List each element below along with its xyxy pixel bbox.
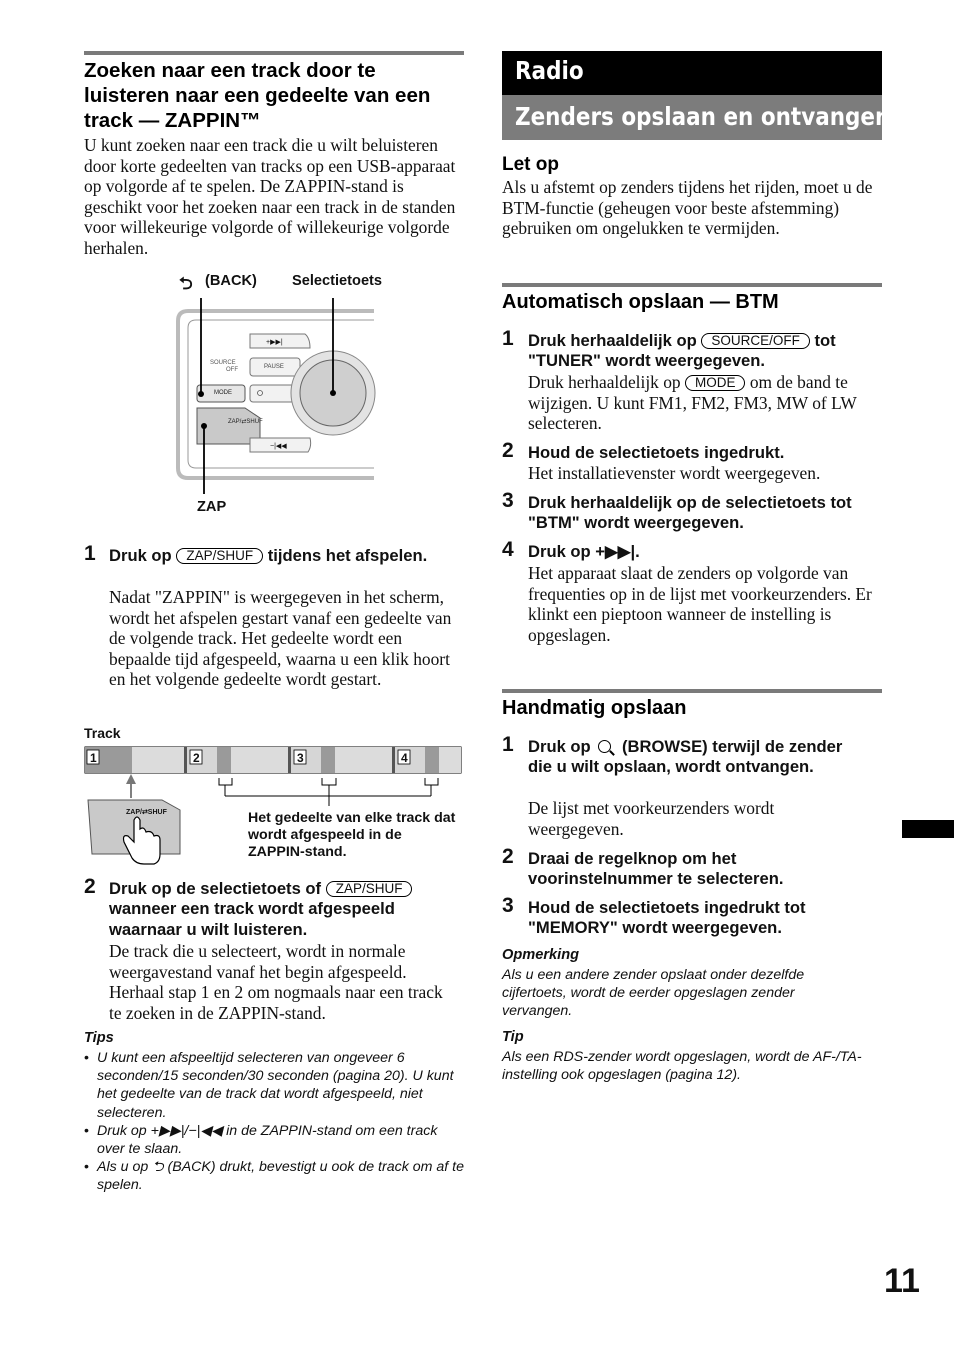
track-number-1: 1 (90, 751, 97, 765)
step-body: Het apparaat slaat de zenders op volgorde van frequenties op in de lijst met voorkeurzenders. Er klinkt een pieptoon wanneer de instelling is opgeslagen. (528, 563, 872, 645)
track-number-2: 2 (193, 751, 200, 765)
step-number: 4 (502, 538, 514, 561)
step-heading: Druk herhaaldelijk op de selectietoets tot "BTM" wordt weergegeven. (528, 493, 852, 533)
zap-shuf-key: ZAP/SHUF (176, 548, 263, 564)
browse-magnifier-icon (598, 740, 611, 753)
banner-subtitle: Zenders opslaan en ontvangen (515, 102, 891, 131)
step-heading-text: Druk op (109, 546, 172, 565)
track-number-3: 3 (297, 751, 304, 765)
back-arrow-icon: ⮌ (179, 274, 193, 293)
tip-item: • Als u op ⮌ (BACK) drukt, bevestigt u ook de track om af te spelen. (84, 1158, 464, 1194)
tips-list (84, 1049, 464, 1195)
step-heading-text: tijdens het afspelen. (267, 546, 428, 565)
label-back: (BACK) (205, 273, 257, 289)
track-caption: Het gedeelte van elke track dat wordt afgespeeld in de ZAPPIN-stand. (248, 810, 456, 860)
panel-off-label: OFF (226, 367, 238, 373)
label-selectietoets: Selectietoets (292, 273, 383, 289)
step-heading: Draai de regelknop om het voorinstelnummer te selecteren. (528, 849, 784, 889)
mode-key: MODE (685, 375, 746, 391)
tip-item: • Druk op +▶▶|/−|◀◀ in de ZAPPIN-stand om een track over te slaan. (84, 1122, 464, 1158)
note-title: Opmerking (502, 947, 580, 963)
step-number: 1 (502, 327, 514, 350)
section-rule (502, 283, 882, 287)
tip-title: Tip (502, 1029, 524, 1045)
step-number: 2 (84, 875, 96, 898)
step-heading: Houd de selectietoets ingedrukt tot "MEMORY" wordt weergegeven. (528, 898, 806, 938)
step-heading (528, 331, 882, 372)
section-heading-zappin: Zoeken naar een track door te luisteren naar een gedeelte van een track — ZAPPIN™ (84, 59, 431, 132)
figure-control-panel (170, 268, 400, 518)
panel-pause-label: PAUSE (264, 364, 284, 370)
control-panel-illustration (170, 268, 400, 518)
step-body: De lijst met voorkeurzenders wordt weergegeven. (528, 798, 775, 839)
radio-banner (502, 51, 882, 95)
tip-item: • U kunt een afspeeltijd selecteren van ongeveer 6 seconden/15 seconden/30 seconden (pagina 20). U kunt het gedeelte van de track dat wordt afgespeeld, niet selecteren. (84, 1049, 464, 1122)
panel-zapshuf-label: ZAP/⇄SHUF (228, 419, 263, 425)
step-number: 3 (502, 894, 514, 917)
section-heading-manual: Handmatig opslaan (502, 697, 687, 719)
step-heading-text: Druk op (528, 737, 591, 756)
track-number-4: 4 (401, 751, 408, 765)
step-heading (109, 879, 461, 940)
source-off-key: SOURCE/OFF (701, 333, 810, 349)
section-rule (502, 689, 882, 693)
step-body: Het installatievenster wordt weergegeven. (528, 463, 821, 483)
step-number: 1 (84, 542, 96, 565)
panel-mode-label: MODE (214, 390, 232, 396)
label-zap: ZAP (197, 499, 227, 515)
section-rule (84, 51, 464, 55)
chapter-tab (902, 820, 954, 838)
step-heading: Druk op +▶▶|. (528, 542, 640, 561)
section-banner (502, 95, 891, 140)
step-heading-text: Druk herhaaldelijk op (528, 331, 697, 350)
note-body: Als u een andere zender opslaat onder dezelfde cijfertoets, wordt de eerder opgeslagen zender vervangen. (502, 967, 805, 1020)
section-heading-auto: Automatisch opslaan — BTM (502, 291, 779, 313)
tips-title: Tips (84, 1030, 114, 1046)
step-heading-text: wanneer een track wordt afgespeeld waarnaar u wilt luisteren. (109, 899, 395, 939)
step-heading (109, 546, 459, 566)
step-heading: Houd de selectietoets ingedrukt. (528, 443, 785, 462)
step-body: Nadat "ZAPPIN" is weergegeven in het scherm, wordt het afspelen gestart vanaf een gedeelte van de volgende track. Het gedeelte wordt een bepaalde tijd afgespeeld, waarna u een klik hoort en het volgende gedeelte wordt gestart. (109, 587, 452, 690)
step-body (528, 372, 882, 434)
panel-prev-label: −|◀◀ (270, 443, 287, 450)
step-heading (528, 737, 848, 778)
step-number: 1 (502, 733, 514, 756)
step-body-text: Druk herhaaldelijk op (528, 372, 681, 392)
step-heading-text: tot "TUNER" wordt weergegeven. (528, 331, 836, 371)
page-number: 11 (884, 1262, 920, 1300)
step-heading-text: Druk op de selectietoets of (109, 879, 322, 898)
step-number: 2 (502, 845, 514, 868)
letop-heading: Let op (502, 154, 559, 175)
step-body-text: om de band te wijzigen. U kunt FM1, FM2, FM3, MW of LW selecteren. (528, 372, 857, 434)
step-number: 3 (502, 489, 514, 512)
panel-next-label: +▶▶| (266, 339, 283, 346)
intro-paragraph: U kunt zoeken naar een track die u wilt beluisteren door korte gedeelten van tracks op een USB-apparaat op volgorde af te spelen. De ZAPPIN-stand is geschikt voor het zoeken naar een track in de standen voor willekeurige volgorde of willekeurige volgorde herhalen. (84, 135, 456, 258)
label-track: Track (84, 725, 121, 741)
letop-body: Als u afstemt op zenders tijdens het rijden, moet u de BTM-functie (geheugen voor beste afstemming) gebruiken om ongelukken te vermijden. (502, 177, 873, 239)
tip-body: Als een RDS-zender wordt opgeslagen, wordt de AF-/TA-instelling ook opgeslagen (pagina 12). (502, 1049, 862, 1084)
step-heading-text: (BROWSE) terwijl de zender die u wilt opslaan, wordt ontvangen. (528, 737, 843, 777)
panel-source-label: SOURCE (210, 360, 236, 366)
zap-shuf-key: ZAP/SHUF (326, 881, 413, 897)
step-body: De track die u selecteert, wordt in normale weergavestand vanaf het begin afgespeeld. Herhaal stap 1 en 2 om nogmaals naar een track te zoeken in de ZAPPIN-stand. (109, 941, 443, 1023)
zap-button-label: ZAP/⇄SHUF (126, 809, 167, 816)
step-number: 2 (502, 439, 514, 462)
banner-title: Radio (515, 56, 584, 85)
